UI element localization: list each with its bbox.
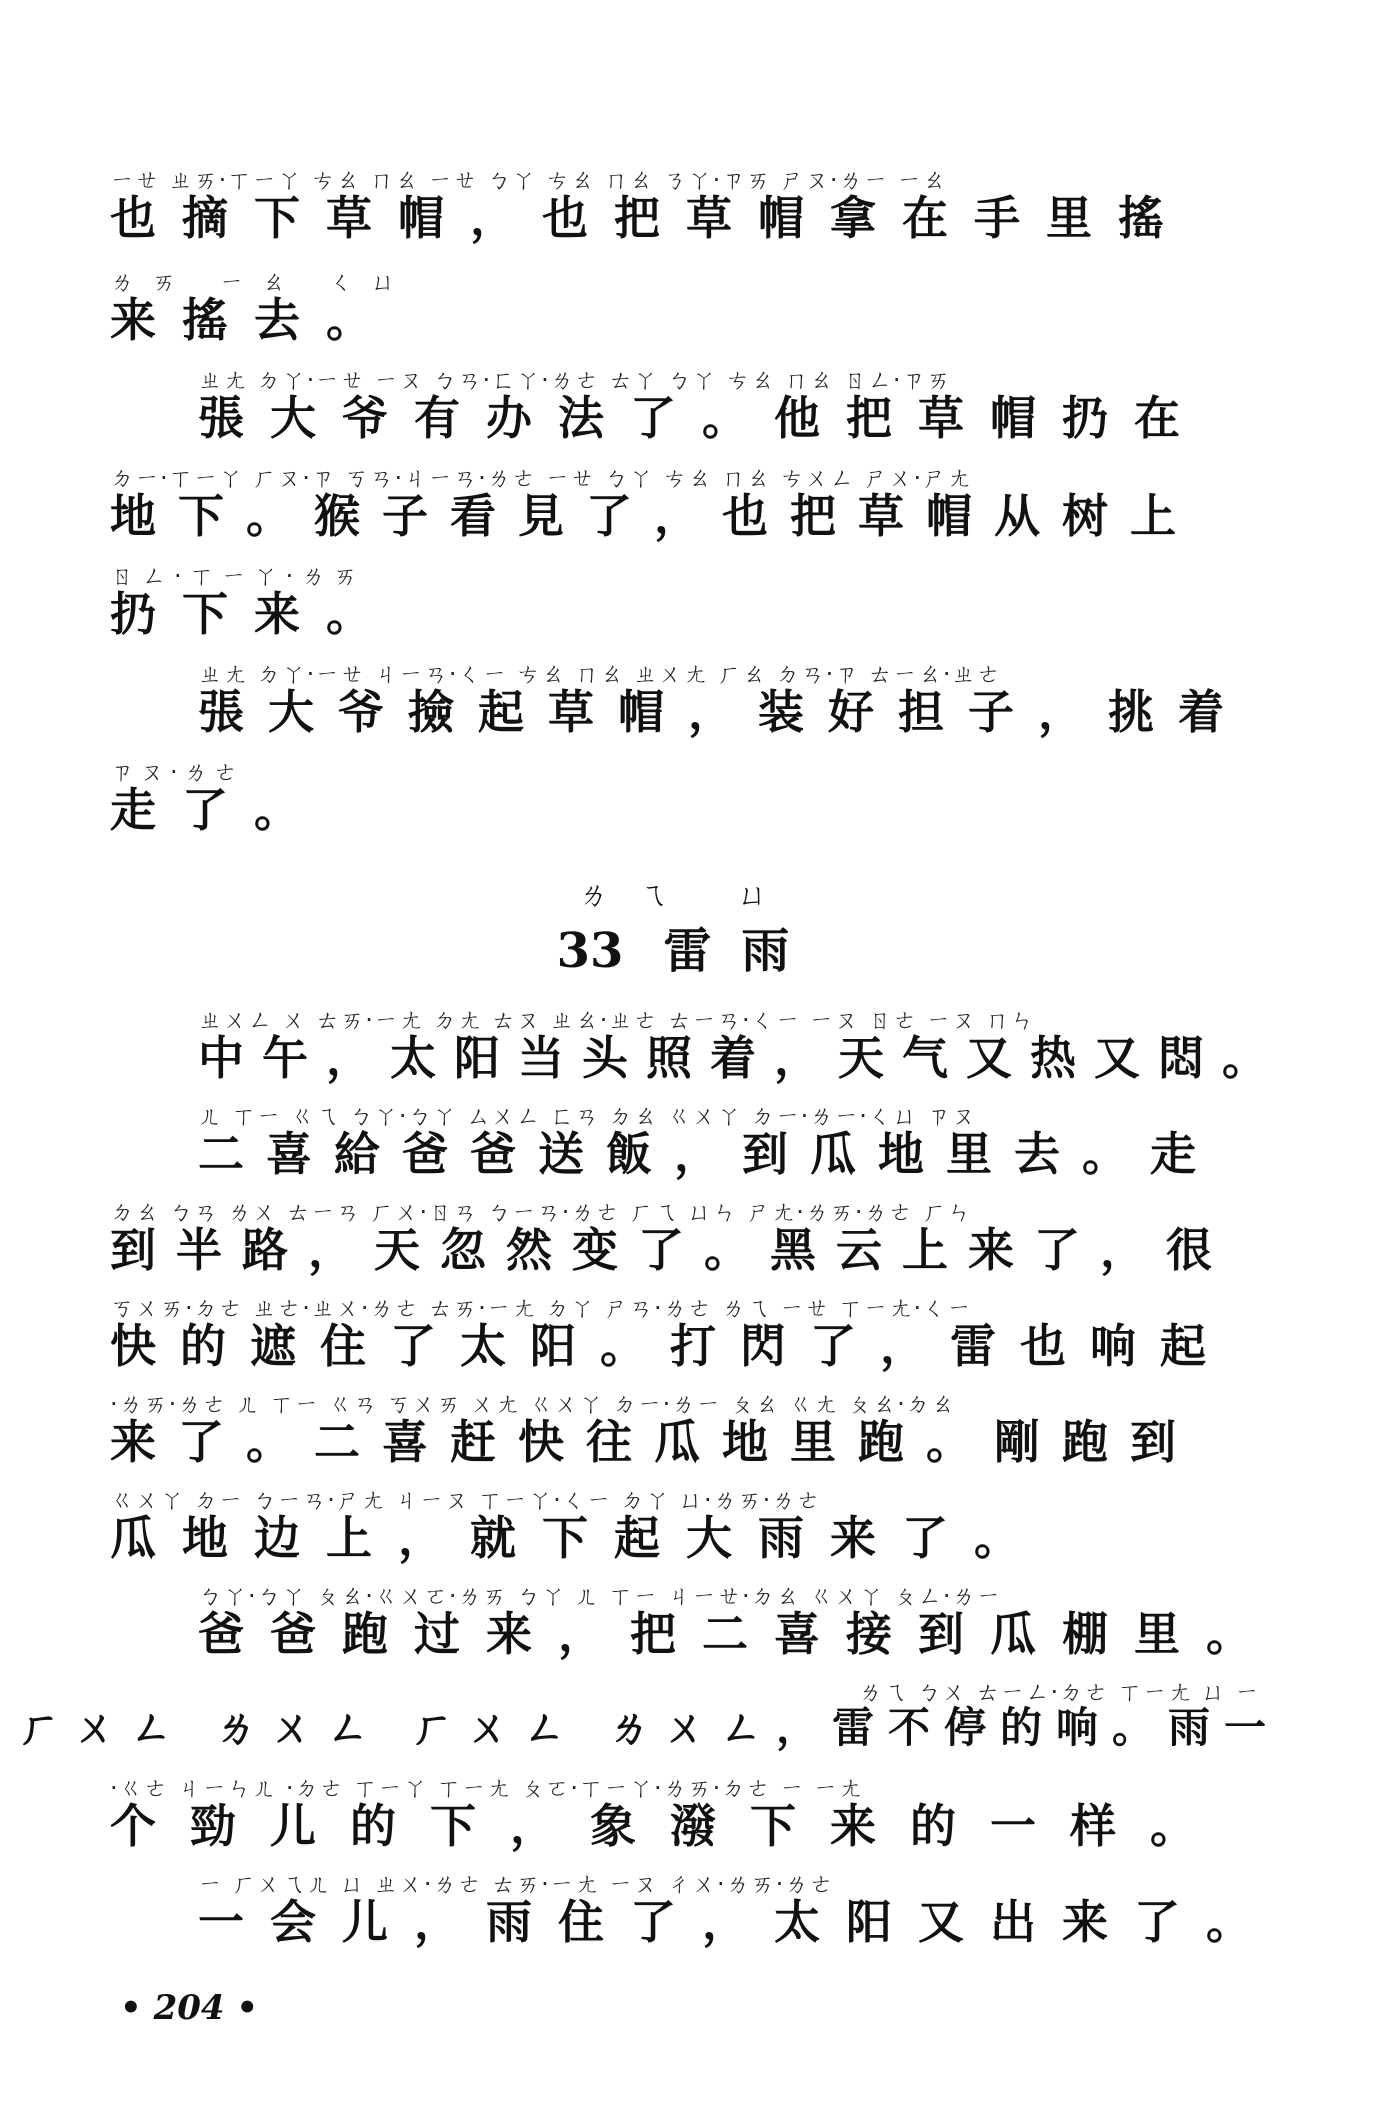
text-line-8 xyxy=(198,1000,1286,1085)
hanzi-line: 張大爷有办法了。他把草帽扔在 xyxy=(198,391,1206,445)
hanzi-line: 也摘下草帽，也把草帽拿在手里搖 xyxy=(110,191,1190,245)
hanzi-line: 地下。猴子看見了，也把草帽从树上 xyxy=(110,489,1198,543)
zhuyin-line: ㄓㄤ ㄉㄚ·ㄧㄝ ㄐㄧㄢ·ㄑㄧ ㄘㄠ ㄇㄠ ㄓㄨㄤ ㄏㄠ ㄉㄢ·ㄗ ㄊㄧㄠ·ㄓㄜ xyxy=(198,660,1002,688)
text-line-7 xyxy=(110,752,1280,837)
lesson-title xyxy=(0,912,1376,981)
zhuyin-line: ㄖㄥ·ㄒㄧㄚ·ㄌㄞ xyxy=(110,562,366,590)
hanzi-line: 走了。 xyxy=(110,783,326,837)
zhuyin-line: ㄓㄤ ㄉㄚ·ㄧㄝ ㄧㄡ ㄅㄢ·ㄈㄚ·ㄌㄜ ㄊㄚ ㄅㄚ ㄘㄠ ㄇㄠ ㄖㄥ·ㄗㄞ xyxy=(198,366,952,394)
lesson-number: 33 xyxy=(556,923,624,979)
zhuyin-line: ㄌㄞ ㄧㄠ ㄑㄩ xyxy=(110,268,414,296)
text-line-9 xyxy=(198,1096,1280,1181)
text-line-11 xyxy=(110,1288,1280,1373)
zhuyin-line: ㄧ ㄏㄨㄟㄦ ㄩ ㄓㄨ·ㄌㄜ ㄊㄞ·ㄧㄤ ㄧㄡ ㄔㄨ·ㄌㄞ·ㄌㄜ xyxy=(198,1870,835,1898)
hanzi-line: 瓜地边上，就下起大雨来了。 xyxy=(110,1511,1046,1565)
text-line-2 xyxy=(110,262,1280,347)
text-line-17 xyxy=(198,1864,1280,1949)
hanzi-line: 爸爸跑过来，把二喜接到瓜棚里。 xyxy=(198,1607,1278,1661)
zhuyin-line: ㄓㄨㄥ ㄨ ㄊㄞ·ㄧㄤ ㄉㄤ ㄊㄡ ㄓㄠ·ㄓㄜ ㄊㄧㄢ·ㄑㄧ ㄧㄡ ㄖㄜ ㄧㄡ ㄇㄣ xyxy=(198,1006,1036,1034)
hanzi-line: ㄏㄨㄥ ㄌㄨㄥ ㄏㄨㄥ ㄌㄨㄥ，雷不停的响。雨一 xyxy=(18,1703,1280,1752)
text-line-5 xyxy=(110,556,1280,641)
hanzi-line: 到半路，天忽然变了。黑云上来了，很 xyxy=(110,1223,1232,1277)
zhuyin-line: ㄗㄡ·ㄌㄜ xyxy=(110,758,244,786)
zhuyin-line: ㄦ ㄒㄧ ㄍㄟ ㄅㄚ·ㄅㄚ ㄙㄨㄥ ㄈㄢ ㄉㄠ ㄍㄨㄚ ㄉㄧ·ㄌㄧ·ㄑㄩ ㄗㄡ xyxy=(198,1102,977,1130)
text-line-4 xyxy=(110,458,1280,543)
lesson-title-zhuyin: ㄌㄟ ㄩ xyxy=(578,878,798,913)
zhuyin-line: ㄧㄝ ㄓㄞ·ㄒㄧㄚ ㄘㄠ ㄇㄠ ㄧㄝ ㄅㄚ ㄘㄠ ㄇㄠ ㄋㄚ·ㄗㄞ ㄕㄡ·ㄌㄧ ㄧㄠ xyxy=(110,166,948,194)
lesson-title-text: 雷雨 xyxy=(663,923,820,979)
text-line-16 xyxy=(110,1768,1280,1853)
text-line-10 xyxy=(110,1192,1280,1277)
zhuyin-line: ·ㄍㄜ ㄐㄧㄣㄦ ·ㄉㄜ ㄒㄧㄚ ㄒㄧㄤ ㄆㄛ·ㄒㄧㄚ·ㄌㄞ·ㄉㄜ ㄧ ㄧㄤ xyxy=(110,1774,864,1802)
hanzi-line: 二喜給爸爸送飯，到瓜地里去。走 xyxy=(198,1127,1218,1181)
hanzi-line: 个勁儿的下，象潑下来的一样。 xyxy=(110,1799,1230,1853)
text-line-1 xyxy=(110,160,1280,245)
hanzi-line: 来搖去。 xyxy=(110,293,398,347)
text-line-13 xyxy=(110,1480,1280,1565)
hanzi-line: 扔下来。 xyxy=(110,587,398,641)
zhuyin-line: ㄉㄠ ㄅㄢ ㄌㄨ ㄊㄧㄢ ㄏㄨ·ㄖㄢ ㄅㄧㄢ·ㄌㄜ ㄏㄟ ㄩㄣ ㄕㄤ·ㄌㄞ·ㄌㄜ ㄏㄣ xyxy=(110,1198,973,1226)
hanzi-line: 中午，太阳当头照着，天气又热又悶。 xyxy=(198,1031,1286,1085)
zhuyin-line: ㄍㄨㄚ ㄉㄧ ㄅㄧㄢ·ㄕㄤ ㄐㄧㄡ ㄒㄧㄚ·ㄑㄧ ㄉㄚ ㄩ·ㄌㄞ·ㄌㄜ xyxy=(110,1486,822,1514)
hanzi-line: 快的遮住了太阳。打閃了，雷也响起 xyxy=(110,1319,1230,1373)
text-line-6 xyxy=(198,654,1280,739)
zhuyin-line: ㄎㄨㄞ·ㄉㄜ ㄓㄜ·ㄓㄨ·ㄌㄜ ㄊㄞ·ㄧㄤ ㄉㄚ ㄕㄢ·ㄌㄜ ㄌㄟ ㄧㄝ ㄒㄧㄤ·ㄑㄧ xyxy=(110,1294,973,1322)
page-number: • 204 • xyxy=(120,1988,259,2028)
hanzi-line: 張大爷撿起草帽，装好担子，挑着 xyxy=(198,685,1248,739)
zhuyin-line: ㄌㄟ ㄅㄨ ㄊㄧㄥ·ㄉㄜ ㄒㄧㄤ ㄩ ㄧ xyxy=(858,1678,1260,1706)
hanzi-line: 来了。二喜赶快往瓜地里跑。剛跑到 xyxy=(110,1415,1198,1469)
zhuyin-line: ㄅㄚ·ㄅㄚ ㄆㄠ·ㄍㄨㄛ·ㄌㄞ ㄅㄚ ㄦ ㄒㄧ ㄐㄧㄝ·ㄉㄠ ㄍㄨㄚ ㄆㄥ·ㄌㄧ xyxy=(198,1582,1002,1610)
text-line-14 xyxy=(198,1576,1280,1661)
text-line-12 xyxy=(110,1384,1280,1469)
text-line-15 xyxy=(18,1672,1280,1752)
zhuyin-line: ·ㄌㄞ·ㄌㄜ ㄦ ㄒㄧ ㄍㄢ ㄎㄨㄞ ㄨㄤ ㄍㄨㄚ ㄉㄧ·ㄌㄧ ㄆㄠ ㄍㄤ ㄆㄠ·ㄉㄠ xyxy=(110,1390,956,1418)
text-line-3 xyxy=(198,360,1280,445)
zhuyin-line: ㄉㄧ·ㄒㄧㄚ ㄏㄡ·ㄗ ㄎㄢ·ㄐㄧㄢ·ㄌㄜ ㄧㄝ ㄅㄚ ㄘㄠ ㄇㄠ ㄘㄨㄥ ㄕㄨ·ㄕㄤ xyxy=(110,464,973,492)
hanzi-line: 一会儿，雨住了，太阳又出来了。 xyxy=(198,1895,1278,1949)
